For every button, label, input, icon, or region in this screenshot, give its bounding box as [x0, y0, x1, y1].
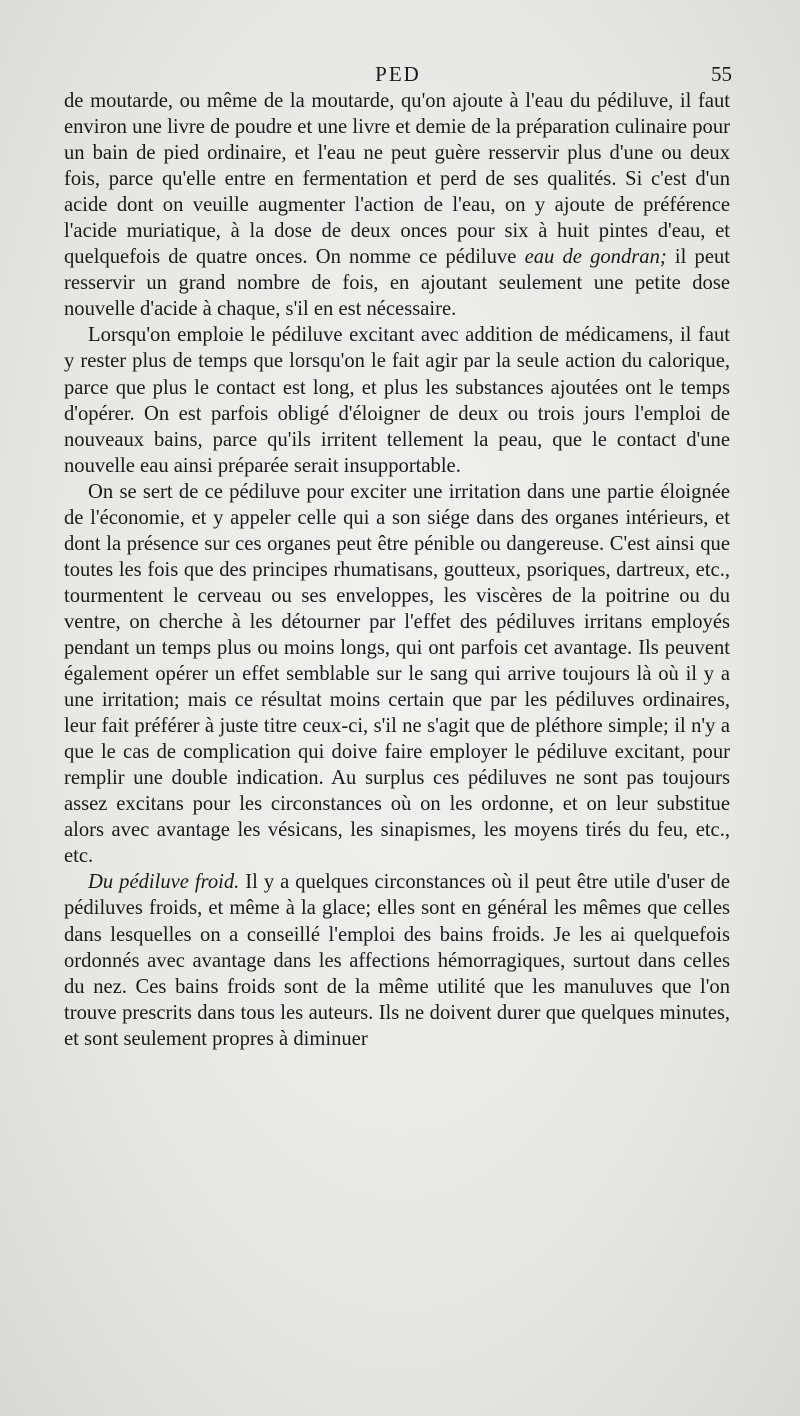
- paragraph-1-after: il peut resservir un grand nombre de fois, en ajoutant seulement une petite dose nouvelle d'acide à chaque, s'il en est nécessaire.: [64, 246, 731, 321]
- paragraph-1: [64, 88, 730, 322]
- body-text: [64, 88, 730, 1052]
- paragraph-1-italic: eau de gondran;: [524, 246, 667, 269]
- paragraph-3: [64, 479, 730, 870]
- paragraph-4: [64, 869, 730, 1051]
- page-number: 55: [711, 62, 732, 86]
- paragraph-3-text: On se sert de ce pédiluve pour exciter une irritation dans une partie éloignée de l'économie, et y appeler celle qui a son siége dans des organes intérieurs, et dont la présence sur ces organes peut être pénible ou dangereuse. C'est ainsi que toutes les fois que des principes rhumatisans, goutteux, psoriques, dartreux, etc., tourmentent le cerveau ou ses enveloppes, les viscères de la poitrine ou du ventre, on cherche à les détourner par l'effet des pédiluves irritans employés pendant un temps plus ou moins longs, qui ont parfois cet avantage. Ils peuvent également opérer un effet semblable sur le sang qui arrive toujours là où il y a une irritation; mais ce résultat moins certain que par les pédiluves ordinaires, leur fait préférer à juste titre ceux-ci, s'il ne s'agit que de pléthore simple; il n'y a que le cas de complication qui doive faire employer le pédiluve excitant, pour remplir une double indication. Au surplus ces pédiluves ne sont pas toujours assez excitans pour les circonstances où on les ordonne, et on leur substitue alors avec avantage les vésicans, les sinapismes, les moyens tirés du feu, etc., etc.: [64, 480, 730, 868]
- paragraph-1-text: de moutarde, ou même de la moutarde, qu'on ajoute à l'eau du pédiluve, il faut environ une livre de poudre et une livre et demie de la préparation culinaire pour un bain de pied ordinaire, et l'eau ne peut guère resservir plus d'une ou deux fois, parce qu'elle entre en fermentation et perd de ses qualités. Si c'est d'un acide dont on veuille augmenter l'action de l'eau, on y ajoute de préférence l'acide muriatique, à la dose de deux onces pour six à huit pintes d'eau, et quelquefois de quatre onces. On nomme ce pédiluve: [64, 90, 730, 269]
- running-head: PED: [375, 62, 421, 86]
- paragraph-2: [64, 322, 730, 478]
- section-heading-pediluve-froid: Du pédiluve froid.: [88, 871, 240, 894]
- paragraph-2-text: Lorsqu'on emploie le pédiluve excitant avec addition de médicamens, il faut y rester plus de temps que lorsqu'on le fait agir par la seule action du calorique, parce que plus le contact est long, et plus les substances ajoutées ont le temps d'opérer. On est parfois obligé d'éloigner de deux ou trois jours l'emploi de nouveaux bains, parce qu'ils irritent tellement la peau, que le contact d'une nouvelle eau ainsi préparée serait insupportable.: [64, 324, 730, 477]
- page-header: [64, 62, 732, 90]
- paragraph-4-text: Il y a quelques circonstances où il peut être utile d'user de pédiluves froids, et même à la glace; elles sont en général les mêmes que celles dans lesquelles on a conseillé l'emploi des bains froids. Je les ai quelquefois ordonnés avec avantage dans les affections hémorragiques, surtout dans celles du nez. Ces bains froids sont de la même utilité que les manuluves que l'on trouve prescrits dans tous les auteurs. Ils ne doivent durer que quelques minutes, et sont seulement propres à diminuer: [64, 871, 730, 1050]
